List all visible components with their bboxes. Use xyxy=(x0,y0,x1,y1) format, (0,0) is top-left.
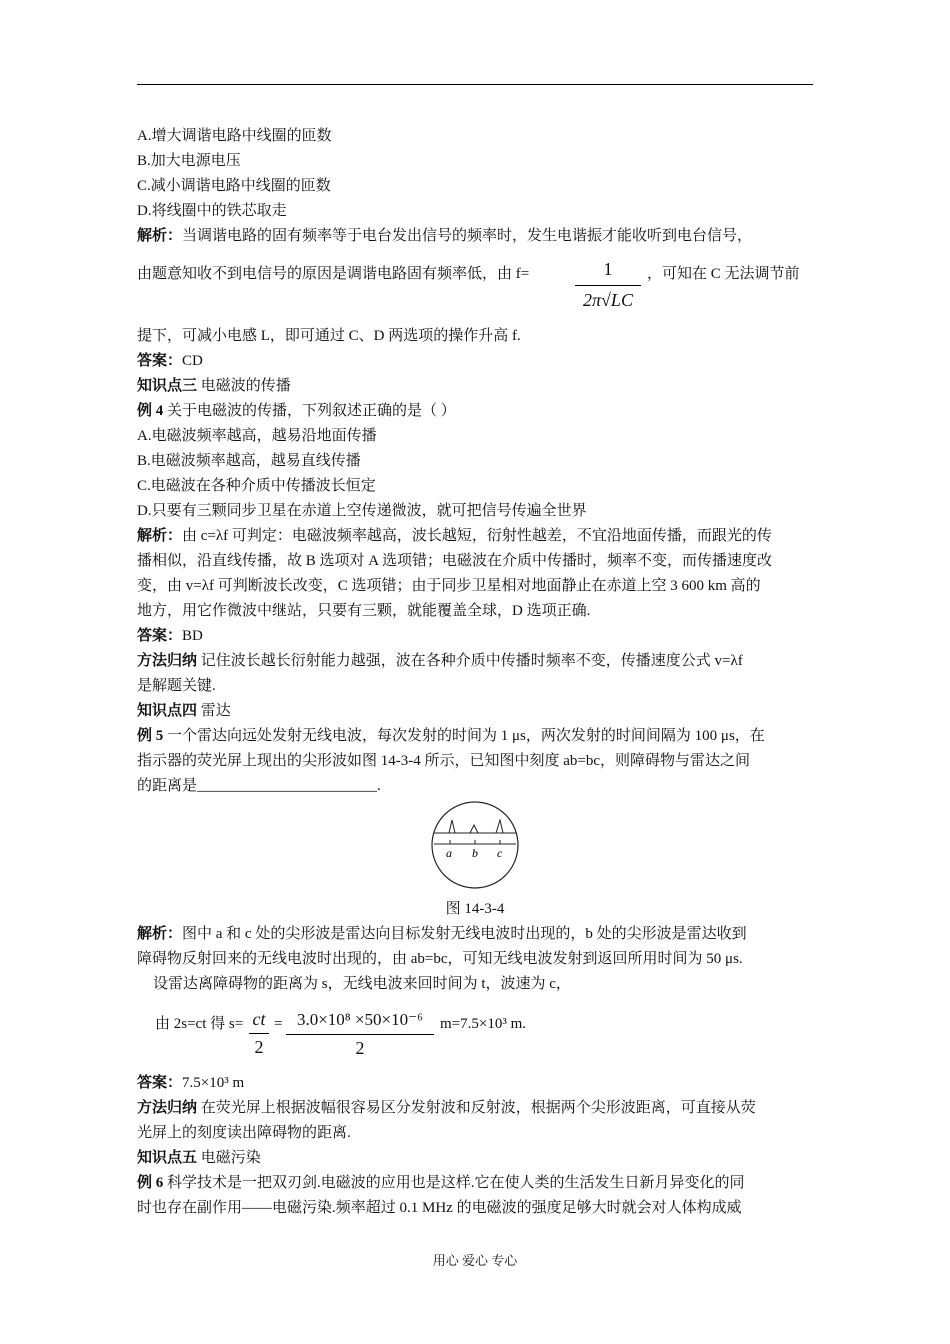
method-line xyxy=(137,1098,817,1118)
option-a: A.电磁波频率越高，越易沿地面传播 xyxy=(137,428,377,444)
figure-caption: 图 14-3-4 xyxy=(445,901,505,917)
analysis-line: 提下，可减小电感 L，即可通过 C、D 两选项的操作升高 f. xyxy=(137,328,521,344)
example-label: 例 4 xyxy=(137,403,164,419)
method-text: 在荧光屏上根据波幅很容易区分发射波和反射波，根据两个尖形波距离，可直接从荧 xyxy=(197,1100,756,1116)
screen-circle xyxy=(432,802,518,888)
analysis-line xyxy=(137,526,817,546)
fraction-numerator: 1 xyxy=(603,259,613,279)
example-label: 例 6 xyxy=(137,1175,164,1191)
question-line: 指示器的荧光屏上现出的尖形波如图 14-3-4 所示，已知图中刻度 ab=bc，则障碍物与雷达之间 xyxy=(137,753,751,769)
analysis-label: 解析： xyxy=(137,528,183,544)
fraction-bar xyxy=(249,1033,269,1034)
option-d: D.将线圈中的铁芯取走 xyxy=(137,203,287,219)
analysis-label: 解析： xyxy=(137,228,183,244)
question-line xyxy=(137,1173,817,1193)
fraction-numerator: 3.0×10⁸ ×50×10⁻⁶ xyxy=(296,1010,424,1029)
question-text: 关于电磁波的传播，下列叙述正确的是（ ） xyxy=(163,403,456,419)
analysis-text: ，可知在 C 无法调节前 xyxy=(647,266,800,282)
analysis-line xyxy=(137,924,817,944)
answer-line xyxy=(137,1073,817,1093)
method-text: 记住波长越长衍射能力越强，波在各种介质中传播时频率不变，传播速度公式 v=λf xyxy=(197,653,743,669)
analysis-line xyxy=(137,226,817,246)
answer-value: 7.5×10³ m xyxy=(182,1075,245,1091)
equals-sign: = xyxy=(274,1016,283,1032)
analysis-text: 当调谐电路的固有频率等于电台发出信号的频率时，发生电谐振才能收听到电台信号， xyxy=(182,228,753,244)
fraction-denominator: 2 xyxy=(355,1038,365,1058)
option-c: C.电磁波在各种介质中传播波长恒定 xyxy=(137,478,376,494)
question-text: 一个雷达向远处发射无线电波，每次发射的时间为 1 μs，两次发射的时间间隔为 100 μs，在 xyxy=(163,728,765,744)
method-line: 是解题关键. xyxy=(137,678,216,694)
fraction-denominator: 2 xyxy=(254,1037,264,1057)
section-heading xyxy=(137,701,817,721)
section-label: 知识点四 xyxy=(137,703,198,719)
section-title: 电磁波的传播 xyxy=(197,378,291,394)
equation-text: 由 2s=ct 得 s= xyxy=(155,1016,244,1032)
label-a: a xyxy=(446,846,452,860)
option-c: C.减小调谐电路中线圈的匝数 xyxy=(137,178,331,194)
analysis-line: 地方，用它作微波中继站，只要有三颗，就能覆盖全球，D 选项正确. xyxy=(137,603,591,619)
answer-line xyxy=(137,351,817,371)
fraction-bar xyxy=(575,285,641,286)
header-rule xyxy=(137,84,813,85)
question-line: 时也存在副作用——电磁污染.频率超过 0.1 MHz 的电磁波的强度足够大时就会对人体构成威 xyxy=(137,1200,742,1216)
analysis-text: 由 c=λf 可判定：电磁波频率越高，波长越短，衍射性越差，不宜沿地面传播，而跟光的传 xyxy=(182,528,772,544)
pulse-trace xyxy=(445,820,503,833)
option-d: D.只要有三颗同步卫星在赤道上空传递微波，就可把信号传遍全世界 xyxy=(137,503,587,519)
analysis-line: 障碍物反射回来的无线电波时出现的，由 ab=bc，可知无线电波发射到返回所用时间为 50 μs. xyxy=(137,951,743,967)
section-label: 知识点五 xyxy=(137,1150,198,1166)
option-b: B.电磁波频率越高，越易直线传播 xyxy=(137,453,361,469)
label-b: b xyxy=(472,846,478,860)
example-label: 例 5 xyxy=(137,728,164,744)
method-label: 方法归纳 xyxy=(137,653,198,669)
analysis-line: 设雷达离障碍物的距离为 s，无线电波来回时间为 t，波速为 c， xyxy=(153,976,571,992)
answer-value: BD xyxy=(182,628,203,644)
analysis-text: 图中 a 和 c 处的尖形波是雷达向目标发射无线电波时出现的，b 处的尖形波是雷达收到 xyxy=(182,926,747,942)
section-heading xyxy=(137,1148,817,1168)
analysis-label: 解析： xyxy=(137,926,183,942)
fraction-bar xyxy=(286,1034,434,1035)
section-label: 知识点三 xyxy=(137,378,198,394)
question-line: 的距离是________________________. xyxy=(137,778,381,794)
answer-line xyxy=(137,626,817,646)
answer-label: 答案： xyxy=(137,353,183,369)
radar-screen-figure xyxy=(430,800,520,890)
method-label: 方法归纳 xyxy=(137,1100,198,1116)
method-line: 光屏上的刻度读出障碍物的距离. xyxy=(137,1125,351,1141)
analysis-text: 由题意知收不到电信号的原因是调谐电路固有频率低，由 f= xyxy=(137,266,530,282)
option-a: A.增大调谐电路中线圈的匝数 xyxy=(137,128,332,144)
analysis-line: 播相似，沿直线传播，故 B 选项对 A 选项错；电磁波在介质中传播时，频率不变，而传播速度改 xyxy=(137,553,773,569)
question-line xyxy=(137,401,817,421)
section-heading xyxy=(137,376,817,396)
answer-value: CD xyxy=(182,353,203,369)
fraction-numerator: ct xyxy=(252,1009,266,1029)
equation-result: m=7.5×10³ m. xyxy=(440,1016,527,1032)
fraction-denominator: 2π√LC xyxy=(583,290,633,310)
answer-label: 答案： xyxy=(137,1075,183,1091)
section-title: 电磁污染 xyxy=(197,1150,261,1166)
option-b: B.加大电源电压 xyxy=(137,153,241,169)
analysis-line: 变，由 v=λf 可判断波长改变，C 选项错；由于同步卫星相对地面静止在赤道上空 3 600 km 高的 xyxy=(137,578,761,594)
question-text: 科学技术是一把双刃剑.电磁波的应用也是这样.它在使人类的生活发生日新月异变化的同 xyxy=(163,1175,745,1191)
section-title: 雷达 xyxy=(197,703,231,719)
question-line xyxy=(137,726,817,746)
method-line xyxy=(137,651,817,671)
label-c: c xyxy=(497,846,503,860)
page-footer: 用心 爱心 专心 xyxy=(432,1253,518,1268)
answer-label: 答案： xyxy=(137,628,183,644)
